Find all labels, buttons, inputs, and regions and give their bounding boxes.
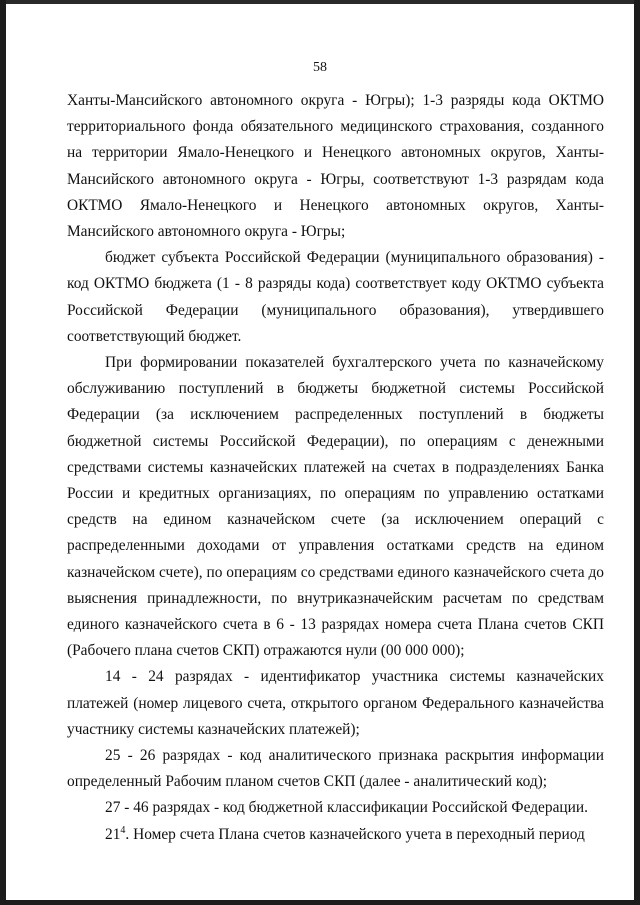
paragraph-digits-25-26: 25 - 26 разрядах - код аналитического признака раскрытия информации определенный Рабочим планом счетов СКП (далее - аналитический код); bbox=[67, 747, 604, 791]
paragraph-digits-14-24: 14 - 24 разрядах - идентификатор участника системы казначейских платежей (номер лицевого счета, открытого органом Федерального казначейства участнику системы казначейских платежей); bbox=[67, 668, 604, 738]
paragraph-section-21-4 bbox=[67, 822, 604, 848]
paragraph-okato-ugra: Ханты-Мансийского автономного округа - Югры); 1-3 разряды кода ОКТМО территориального фонда обязательного медицинского страхования, созданного на территории Ямало-Ненецкого и Ненецкого автономных округов, Ханты-Мансийского автономного округа - Югры, соответствуют 1-3 разрядам кода ОКТМО Ямало-Ненецкого и Ненецкого автономных округов, Ханты-Мансийского автономного округа - Югры; bbox=[67, 92, 604, 241]
paragraph-subject-budget: бюджет субъекта Российской Федерации (муниципального образования) - код ОКТМО бюджета (1 - 8 разряды кода) соответствует коду ОКТМО субъекта Российской Федерации (муниципального образования), утвердившего соответствующий бюджет. bbox=[67, 249, 604, 345]
paragraph-digits-27-46: 27 - 46 разрядах - код бюджетной классификации Российской Федерации. bbox=[105, 799, 588, 817]
section-heading-text: . Номер счета Плана счетов казначейского учета в переходный период bbox=[125, 825, 585, 843]
page-number: 58 bbox=[313, 60, 327, 75]
section-superscript: 4 bbox=[120, 824, 126, 836]
document-body bbox=[67, 88, 604, 848]
paragraph-accounting-indicators: При формировании показателей бухгалтерского учета по казначейскому обслуживанию поступлений в бюджеты бюджетной системы Российской Федерации (за исключением распределенных поступлений в бюджеты бюджетной системы Российской Федерации), по операциям с денежными средствами системы казначейских платежей на счетах в подразделениях Банка России и кредитных организациях, по операциям по управлению остатками средств на едином казначейском счете (за исключением операций с распределенными доходами от управления остатками средств на едином казначейском счете), по операциям со средствами единого казначейского счета до выяснения принадлежности, по внутриказначейским расчетам по средствам единого казначейского счета в 6 - 13 разрядах номера счета Плана счетов СКП (Рабочего плана счетов СКП) отражаются нули (00 000 000); bbox=[67, 354, 604, 660]
section-number: 21 bbox=[105, 825, 121, 843]
